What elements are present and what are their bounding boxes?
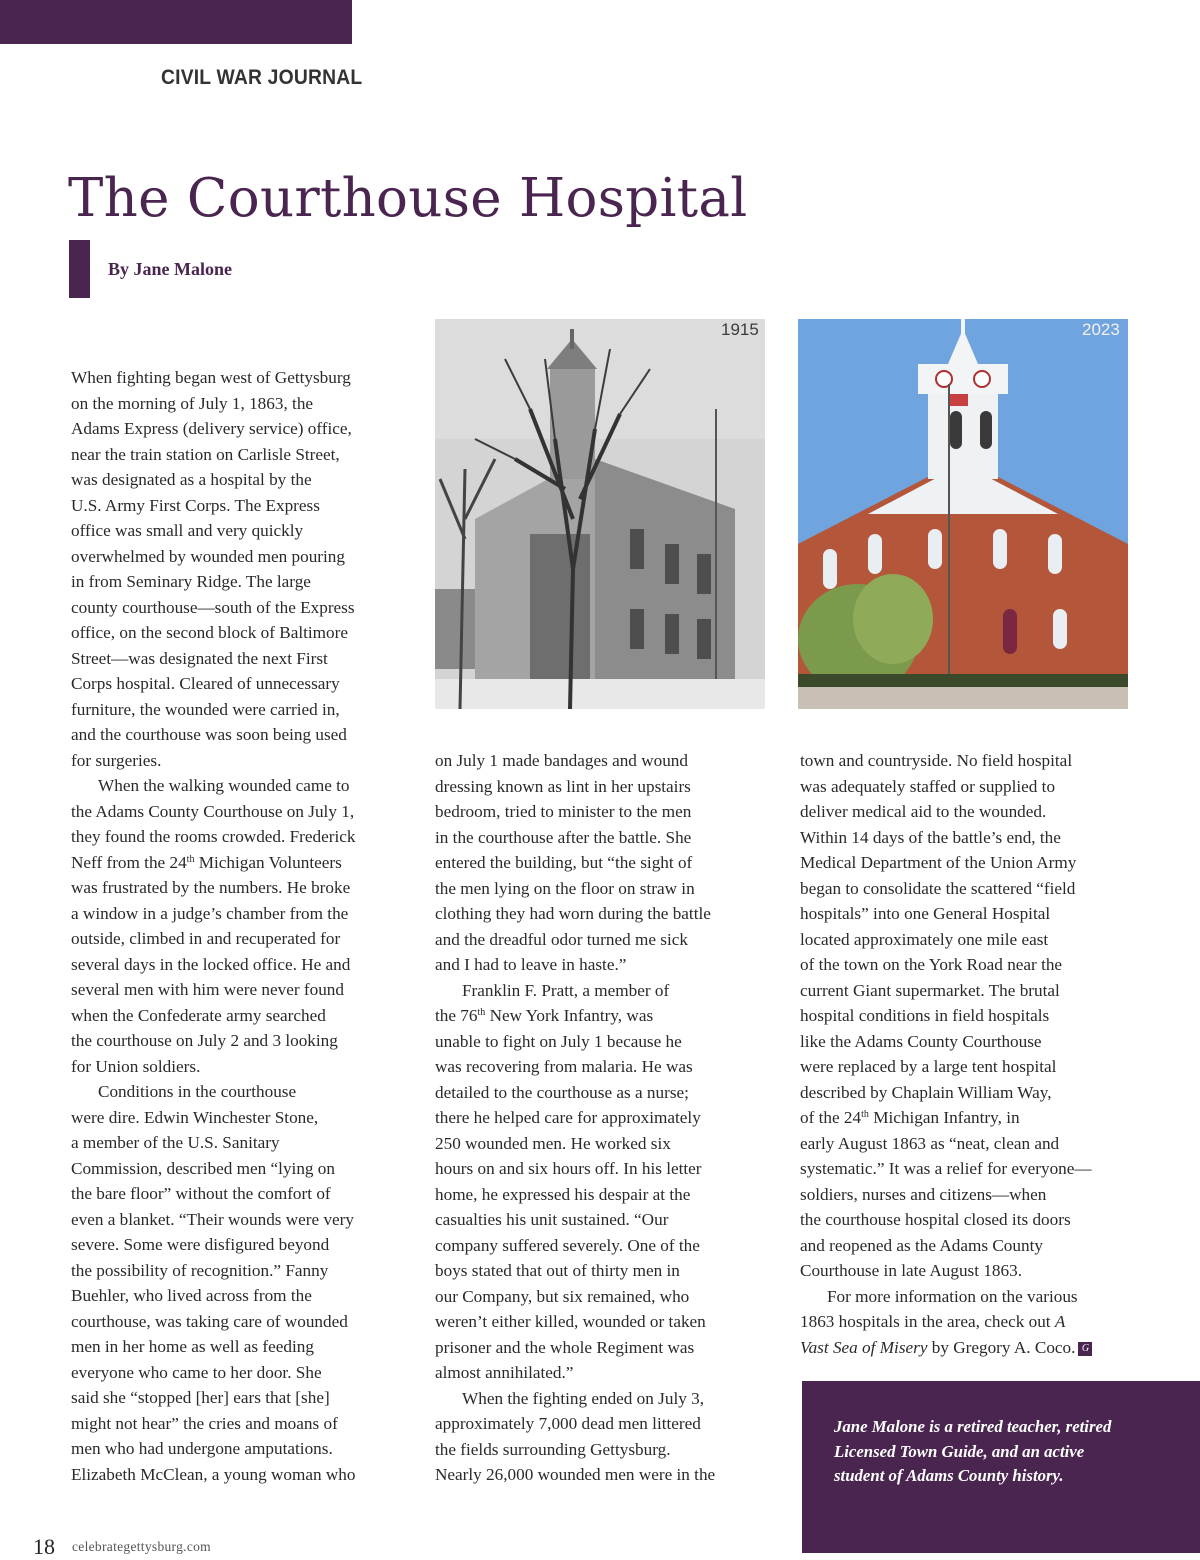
text-line: was designated as a hospital by the xyxy=(71,470,312,489)
photo-year-2023: 2023 xyxy=(1082,320,1120,339)
text-run: 1863 hospitals in the area, check out xyxy=(800,1312,1055,1331)
paragraph xyxy=(435,1386,775,1488)
text-line: student of Adams County history. xyxy=(834,1466,1064,1485)
text-run: Michigan Volunteers xyxy=(194,852,342,872)
text-line: entered the building, but “the sight of xyxy=(435,853,693,872)
text-line: was adequately staffed or supplied to xyxy=(800,776,1056,796)
text-run: by Gregory A. Coco. xyxy=(927,1337,1076,1357)
text-line: U.S. Army First Corps. The Express xyxy=(71,495,320,515)
text-line: approximately 7,000 dead men littered xyxy=(435,1414,701,1433)
text-line: our Company, but six remained, who xyxy=(435,1286,690,1306)
book-title-fragment: A xyxy=(1054,1312,1066,1331)
footer-url: celebrategettysburg.com xyxy=(72,1539,211,1554)
photo-year-1915: 1915 xyxy=(721,320,759,339)
text-line: might not hear” the cries and moans of xyxy=(71,1413,338,1433)
text-line: deliver medical aid to the wounded. xyxy=(800,802,1047,821)
text-line: the men lying on the floor on straw in xyxy=(435,878,695,898)
paragraph xyxy=(800,748,1140,1284)
courthouse-photo-2023 xyxy=(798,319,1128,709)
text-line: Commission, described men “lying on xyxy=(71,1158,335,1178)
text-line: the bare floor” without the comfort of xyxy=(71,1184,331,1203)
paragraph xyxy=(435,748,775,978)
text-line: the courthouse hospital closed its doors xyxy=(800,1210,1071,1229)
text-line xyxy=(435,1003,775,1029)
text-line: office was small and very quickly xyxy=(71,521,304,540)
text-line: of the town on the York Road near the xyxy=(800,955,1063,974)
text-line: furniture, the wounded were carried in, xyxy=(71,699,340,719)
text-line: Within 14 days of the battle’s end, the xyxy=(800,827,1061,847)
paragraph xyxy=(71,773,411,1079)
text-line: in from Seminary Ridge. The large xyxy=(71,572,311,591)
paragraph xyxy=(800,1284,1140,1361)
text-line: a member of the U.S. Sanitary xyxy=(71,1133,280,1152)
top-accent-bar xyxy=(0,0,352,44)
text-line: severe. Some were disfigured beyond xyxy=(71,1235,330,1254)
text-line: hours on and six hours off. In his letter xyxy=(435,1159,702,1178)
text-line: when the Confederate army searched xyxy=(71,1005,326,1025)
text-line: When fighting began west of Gettysburg xyxy=(71,368,351,387)
text-line: systematic.” It was a relief for everyone— xyxy=(800,1159,1092,1178)
courthouse-photo-1915 xyxy=(435,319,765,709)
paragraph xyxy=(71,1079,411,1487)
text-line: boys stated that out of thirty men in xyxy=(435,1261,680,1280)
text-line: several days in the locked office. He and xyxy=(71,954,351,974)
text-line: company suffered severely. One of the xyxy=(435,1235,700,1255)
text-line: and the courthouse was soon being used xyxy=(71,725,347,744)
text-line: Franklin F. Pratt, a member of xyxy=(462,980,670,1000)
text-line: almost annihilated.” xyxy=(435,1363,574,1382)
text-line: casualties his unit sustained. “Our xyxy=(435,1210,669,1229)
text-line: for surgeries. xyxy=(71,750,162,770)
text-line: early August 1863 as “neat, clean and xyxy=(800,1133,1060,1153)
text-line: soldiers, nurses and citizens—when xyxy=(800,1184,1047,1204)
text-line: the courthouse on July 2 and 3 looking xyxy=(71,1031,338,1050)
text-line: they found the rooms crowded. Frederick xyxy=(71,827,356,846)
text-run: Neff from the 24 xyxy=(71,852,187,872)
paragraph xyxy=(71,365,411,773)
text-line: men who had undergone amputations. xyxy=(71,1439,333,1458)
ordinal-suffix: th xyxy=(861,1109,869,1120)
text-line: overwhelmed by wounded men pouring xyxy=(71,546,345,566)
article-column-3 xyxy=(800,748,1140,1360)
text-line: described by Chaplain William Way, xyxy=(800,1082,1052,1102)
text-line: in the courthouse after the battle. She xyxy=(435,827,692,847)
text-run: of the 24 xyxy=(800,1108,862,1127)
text-line: was frustrated by the numbers. He broke xyxy=(71,878,351,897)
text-line: Corps hospital. Cleared of unnecessary xyxy=(71,674,340,693)
section-label: CIVIL WAR JOURNAL xyxy=(161,66,363,89)
text-line: courthouse, was taking care of wounded xyxy=(71,1311,348,1331)
ordinal-suffix: th xyxy=(477,1007,486,1018)
text-line: town and countryside. No field hospital xyxy=(800,751,1073,770)
courthouse-2023-illustration xyxy=(798,319,1128,709)
ordinal-suffix: th xyxy=(186,853,195,865)
text-line: began to consolidate the scattered “field xyxy=(800,878,1076,898)
text-line: Courthouse in late August 1863. xyxy=(800,1261,1022,1280)
text-line: Buehler, who lived across from the xyxy=(71,1286,312,1305)
text-line: men in her home as well as feeding xyxy=(71,1337,314,1356)
text-line: 250 wounded men. He worked six xyxy=(435,1133,671,1153)
text-line: on July 1 made bandages and wound xyxy=(435,751,688,770)
text-line: Elizabeth McClean, a young woman who xyxy=(71,1464,356,1484)
author-bio-box xyxy=(802,1381,1200,1553)
text-line: and the dreadful odor turned me sick xyxy=(435,929,688,949)
text-line: office, on the second block of Baltimore xyxy=(71,623,348,642)
text-line: located approximately one mile east xyxy=(800,929,1049,949)
author-bio xyxy=(834,1415,1174,1489)
text-line: the Adams County Courthouse on July 1, xyxy=(71,801,355,821)
text-line: were replaced by a large tent hospital xyxy=(800,1057,1057,1076)
text-line: weren’t either killed, wounded or taken xyxy=(435,1312,706,1331)
text-line: bedroom, tried to minister to the men xyxy=(435,802,692,821)
book-title: Vast Sea of Misery xyxy=(800,1337,928,1357)
text-line: prisoner and the whole Regiment was xyxy=(435,1337,695,1357)
text-run: Michigan Infantry, in xyxy=(868,1108,1020,1127)
text-line: there he helped care for approximately xyxy=(435,1108,701,1127)
text-line: was recovering from malaria. He was xyxy=(435,1057,693,1076)
text-run: the 76 xyxy=(435,1006,478,1025)
paragraph xyxy=(435,978,775,1386)
text-line: unable to fight on July 1 because he xyxy=(435,1031,682,1051)
text-line: Street—was designated the next First xyxy=(71,648,328,668)
text-line: Jane Malone is a retired teacher, retired xyxy=(834,1417,1112,1436)
text-line: for Union soldiers. xyxy=(71,1056,201,1076)
byline-accent-bar xyxy=(69,240,90,298)
text-line xyxy=(800,1105,1140,1131)
text-line: For more information on the various xyxy=(827,1286,1078,1306)
text-line xyxy=(800,1309,1140,1335)
text-line: clothing they had worn during the battle xyxy=(435,904,711,923)
text-line xyxy=(71,850,411,876)
article-title: The Courthouse Hospital xyxy=(68,168,748,229)
text-line: a window in a judge’s chamber from the xyxy=(71,903,349,923)
article-column-1 xyxy=(71,365,411,1487)
text-line: When the fighting ended on July 3, xyxy=(462,1388,705,1408)
text-line: dressing known as lint in her upstairs xyxy=(435,776,691,796)
text-line: the fields surrounding Gettysburg. xyxy=(435,1439,671,1459)
text-line: county courthouse—south of the Express xyxy=(71,597,355,617)
text-run: New York Infantry, was xyxy=(485,1006,654,1025)
text-line: current Giant supermarket. The brutal xyxy=(800,980,1060,1000)
text-line: hospitals” into one General Hospital xyxy=(800,904,1051,923)
text-line: several men with him were never found xyxy=(71,980,344,999)
text-line: detailed to the courthouse as a nurse; xyxy=(435,1082,689,1102)
courthouse-1915-illustration xyxy=(435,319,765,709)
text-line: the possibility of recognition.” Fanny xyxy=(71,1260,329,1280)
text-line: and reopened as the Adams County xyxy=(800,1235,1043,1255)
article-column-2 xyxy=(435,748,775,1488)
text-line: near the train station on Carlisle Street, xyxy=(71,444,340,464)
text-line: even a blanket. “Their wounds were very xyxy=(71,1209,354,1229)
text-line: said she “stopped [her] ears that [she] xyxy=(71,1388,330,1407)
text-line: Nearly 26,000 wounded men were in the xyxy=(435,1465,716,1484)
text-line: and I had to leave in haste.” xyxy=(435,955,627,974)
text-line: Conditions in the courthouse xyxy=(98,1082,297,1101)
text-line: on the morning of July 1, 1863, the xyxy=(71,393,314,413)
text-line: Adams Express (delivery service) office, xyxy=(71,419,352,438)
text-line: Medical Department of the Union Army xyxy=(800,853,1077,872)
text-line: everyone who came to her door. She xyxy=(71,1362,322,1382)
text-line xyxy=(800,1335,1140,1361)
text-line: When the walking wounded came to xyxy=(98,776,350,795)
text-line: outside, climbed in and recuperated for xyxy=(71,929,341,948)
text-line: like the Adams County Courthouse xyxy=(800,1031,1042,1051)
text-line: home, he expressed his despair at the xyxy=(435,1184,691,1204)
page-number: 18 xyxy=(33,1534,55,1559)
text-line: hospital conditions in field hospitals xyxy=(800,1006,1050,1025)
end-mark-icon: G xyxy=(1078,1342,1092,1356)
text-line: Licensed Town Guide, and an active xyxy=(834,1441,1085,1461)
text-line: were dire. Edwin Winchester Stone, xyxy=(71,1107,319,1127)
byline: By Jane Malone xyxy=(108,259,232,279)
